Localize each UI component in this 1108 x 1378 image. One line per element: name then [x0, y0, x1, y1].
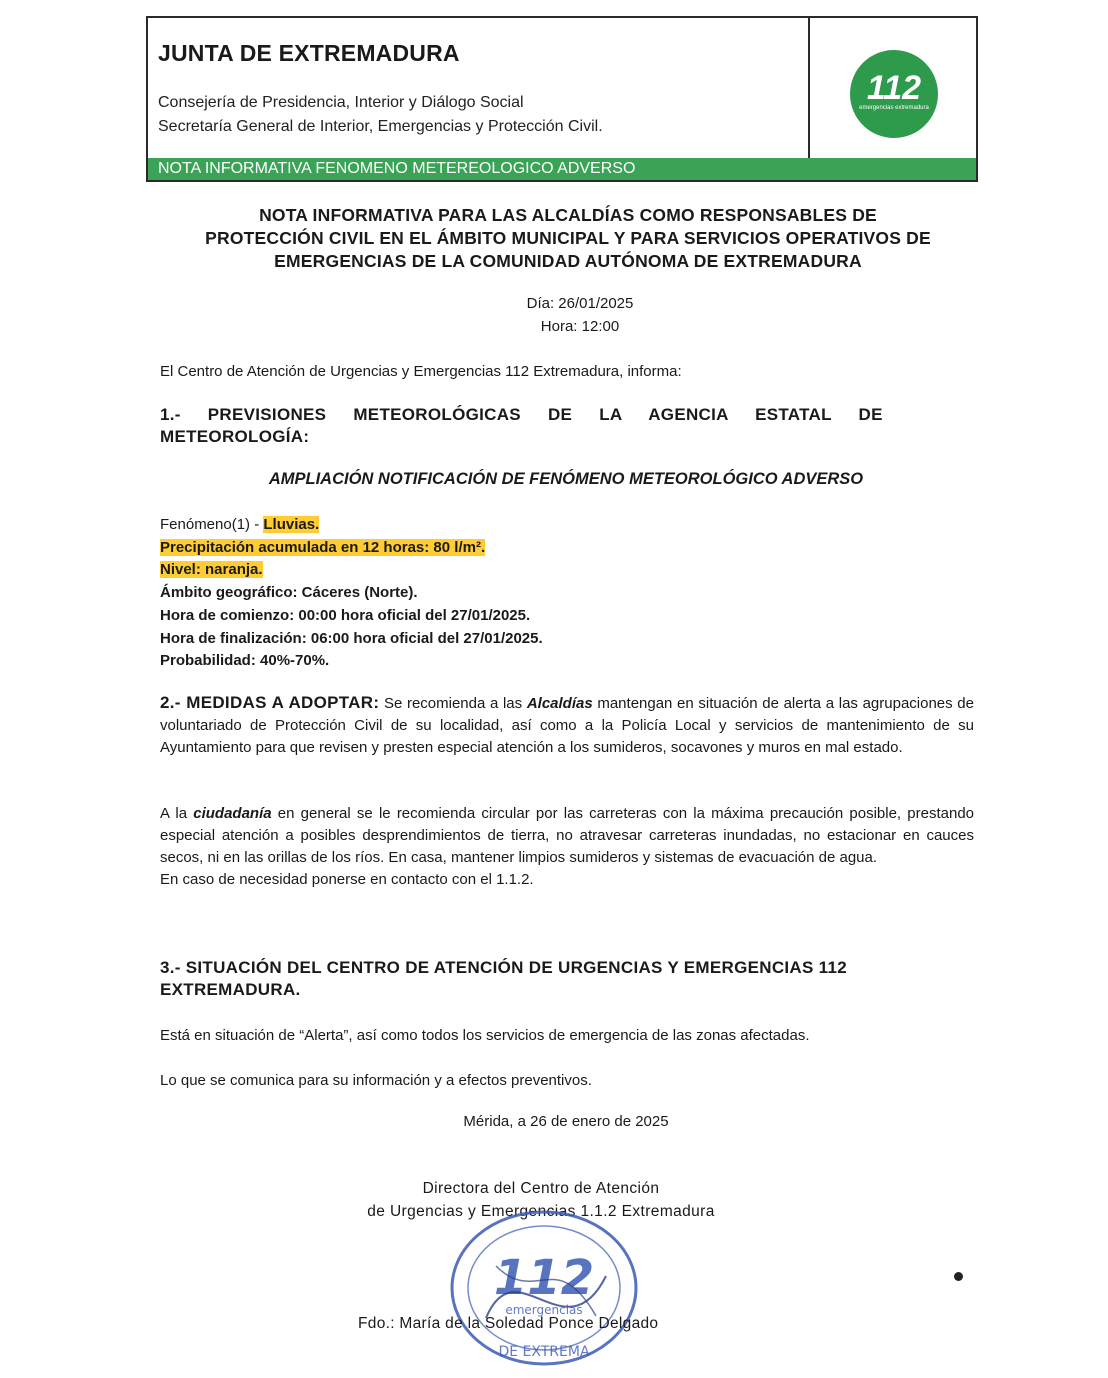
section-3-title	[160, 957, 974, 1001]
alcaldias-emphasis: Alcaldías	[526, 695, 593, 712]
document-header	[146, 16, 978, 182]
section-3-title-line: 3.- SITUACIÓN DEL CENTRO DE ATENCIÓN DE URGENCIAS Y EMERGENCIAS 112	[160, 958, 847, 977]
document-title	[160, 204, 976, 273]
section-2-title: 2.- MEDIDAS A ADOPTAR:	[160, 693, 380, 712]
phenomenon-line	[160, 514, 974, 537]
logo-number: 112	[866, 68, 922, 107]
contact-line: En caso de necesidad ponerse en contacto con el 1.1.2.	[160, 871, 534, 888]
closing-text: Lo que se comunica para su información y a efectos preventivos.	[160, 1072, 592, 1089]
document-time: Hora: 12:00	[540, 318, 620, 335]
title-line-1: NOTA INFORMATIVA PARA LAS ALCALDÍAS COMO RESPONSABLES DE	[259, 205, 877, 225]
alert-status-text: Está en situación de “Alerta”, así como todos los servicios de emergencia de las zonas afectadas.	[160, 1027, 810, 1044]
svg-text:DE EXTREMA: DE EXTREMA	[498, 1344, 590, 1360]
phenomenon-details	[160, 514, 974, 673]
official-stamp-icon	[446, 1206, 642, 1370]
bullet-dot	[954, 1272, 963, 1281]
phenomenon-label: Fenómeno(1) -	[160, 516, 264, 533]
title-line-2: PROTECCIÓN CIVIL EN EL ÁMBITO MUNICIPAL Y PARA SERVICIOS OPERATIVOS DE	[205, 228, 931, 248]
header-banner: NOTA INFORMATIVA FENOMENO METEREOLOGICO ADVERSO	[148, 158, 976, 180]
intro-text: El Centro de Atención de Urgencias y Emergencias 112 Extremadura, informa:	[160, 363, 682, 380]
logo-subtext: emergencias extremadura	[859, 104, 929, 111]
org-name: JUNTA DE EXTREMADURA	[158, 40, 460, 66]
signature-line: Fdo.: María de la Soledad Ponce Delgado	[358, 1315, 659, 1332]
geo-scope-line: Ámbito geográfico: Cáceres (Norte).	[160, 584, 418, 602]
citizen-text-a: A la	[160, 805, 194, 822]
logo-area	[810, 18, 976, 158]
section-1-title	[160, 404, 974, 448]
level-line: Nivel: naranja.	[160, 561, 263, 579]
end-time-line: Hora de finalización: 06:00 hora oficial del 27/01/2025.	[160, 629, 543, 647]
section-3-title-cont: EXTREMADURA.	[160, 980, 301, 999]
svg-text:emergencias: emergencias	[505, 1303, 583, 1317]
signer-role-line-2: de Urgencias y Emergencias 1.1.2 Extremadura	[367, 1203, 715, 1220]
department-line-2: Secretaría General de Interior, Emergencias y Protección Civil.	[158, 118, 603, 135]
section-2-paragraph	[160, 692, 974, 759]
citizen-paragraph	[160, 803, 974, 891]
section-1-title-cont: METEOROLOGÍA:	[160, 427, 310, 446]
document-date: Día: 26/01/2025	[526, 295, 634, 312]
probability-line: Probabilidad: 40%-70%.	[160, 652, 330, 670]
start-time-line: Hora de comienzo: 00:00 hora oficial del 27/01/2025.	[160, 606, 531, 624]
section-2-text-b: mantengan en situación de alerta a las agrupaciones de voluntariado de Protección Civil de su localidad, así como a la Policía Local y servicios de mantenimiento de su Ayuntamiento para que revisen y presten especial atención a los sumideros, socavones y muros en mal estado.	[160, 695, 974, 756]
svg-text:112: 112	[493, 1250, 595, 1306]
section-2-text-a: Se recomienda a las	[379, 695, 527, 712]
citizen-text-b: en general se le recomienda circular por las carreteras con la máxima precaución posible, prestando especial atención a posibles desprendimientos de tierra, no atravesar carreteras inundadas, no estacionar en cauces secos, ni en las orillas de los ríos. En casa, mantener limpios sumideros y sistemas de evacuación de agua.	[160, 805, 975, 866]
signer-role-line-1: Directora del Centro de Atención	[422, 1180, 660, 1197]
precipitation-line: Precipitación acumulada en 12 horas: 80 l/m².	[160, 538, 486, 556]
department-line-1: Consejería de Presidencia, Interior y Diálogo Social	[158, 94, 524, 111]
header-text-block	[148, 18, 810, 158]
phenomenon-value: Lluvias.	[263, 516, 320, 533]
ciudadania-emphasis: ciudadanía	[193, 805, 272, 822]
place-date: Mérida, a 26 de enero de 2025	[463, 1113, 669, 1130]
title-line-3: EMERGENCIAS DE LA COMUNIDAD AUTÓNOMA DE EXTREMADURA	[274, 251, 862, 271]
section-1-subtitle: AMPLIACIÓN NOTIFICACIÓN DE FENÓMENO METEOROLÓGICO ADVERSO	[268, 470, 864, 488]
section-1-title-line: 1.- PREVISIONES METEOROLÓGICAS DE LA AGENCIA ESTATAL DE	[160, 405, 883, 424]
112-logo-icon	[850, 50, 938, 138]
